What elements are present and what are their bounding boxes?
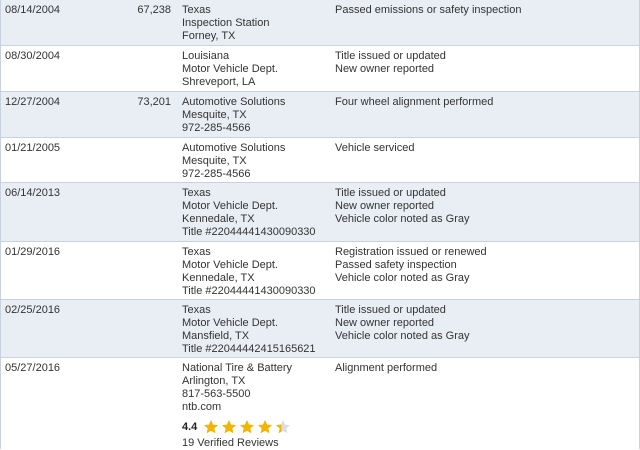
- record-date: 05/27/2016: [5, 362, 61, 374]
- record-date: 08/14/2004: [5, 4, 61, 16]
- source-line: 817-563-5500: [182, 388, 251, 400]
- star-icon: [275, 419, 291, 435]
- source-line: Motor Vehicle Dept.: [182, 63, 278, 75]
- source-line: Motor Vehicle Dept.: [182, 317, 278, 329]
- history-row: [1, 138, 639, 183]
- detail-line: Title issued or updated: [335, 187, 446, 199]
- record-date: 01/21/2005: [5, 142, 61, 154]
- history-row: [1, 46, 639, 92]
- record-source: [182, 50, 278, 89]
- star-icon: [203, 419, 219, 435]
- record-date: 12/27/2004: [5, 96, 61, 108]
- source-line: Texas: [182, 304, 211, 316]
- detail-line: Passed emissions or safety inspection: [335, 4, 522, 16]
- record-details: [335, 187, 470, 226]
- shop-rating[interactable]: [182, 418, 292, 436]
- detail-line: New owner reported: [335, 317, 435, 329]
- source-line: Mesquite, TX: [182, 155, 247, 167]
- history-row: [1, 358, 639, 449]
- record-source: [182, 246, 316, 298]
- star-icon: [221, 419, 237, 435]
- source-line: Title #22044441430090330: [182, 285, 316, 297]
- source-line: Texas: [182, 246, 211, 258]
- history-row: [1, 92, 639, 138]
- detail-line: Alignment performed: [335, 362, 438, 374]
- source-line: Mansfield, TX: [182, 330, 250, 342]
- source-line: Shreveport, LA: [182, 76, 256, 88]
- source-line: Forney, TX: [182, 30, 236, 42]
- record-details: [335, 4, 521, 17]
- record-date: 08/30/2004: [5, 50, 61, 62]
- detail-line: New owner reported: [335, 200, 435, 212]
- record-date: 01/29/2016: [5, 246, 61, 258]
- source-line: ntb.com: [182, 401, 222, 413]
- source-line: Title #22044441430090330: [182, 226, 316, 238]
- record-details: [335, 50, 446, 76]
- source-line: Title #22044442415165621: [182, 343, 316, 355]
- star-icon: [239, 419, 255, 435]
- history-row: [1, 0, 639, 46]
- detail-line: Vehicle color noted as Gray: [335, 213, 470, 225]
- detail-line: Vehicle color noted as Gray: [335, 272, 470, 284]
- detail-line: Passed safety inspection: [335, 259, 457, 271]
- record-source: [182, 142, 285, 181]
- source-line: Texas: [182, 187, 211, 199]
- record-details: [335, 246, 487, 285]
- star-icon: [257, 419, 273, 435]
- record-source: [182, 96, 285, 135]
- source-line: Mesquite, TX: [182, 109, 247, 121]
- source-line: Kennedale, TX: [182, 272, 255, 284]
- record-date: 06/14/2013: [5, 187, 61, 199]
- record-source: [182, 304, 316, 356]
- detail-line: Vehicle serviced: [335, 142, 415, 154]
- verified-reviews-link[interactable]: 19 Verified Reviews: [182, 437, 279, 449]
- record-details: [335, 96, 493, 109]
- history-row: [1, 242, 639, 300]
- detail-line: Four wheel alignment performed: [335, 96, 494, 108]
- source-line: 972-285-4566: [182, 168, 251, 180]
- history-row: [1, 183, 639, 242]
- source-line: Automotive Solutions: [182, 142, 286, 154]
- detail-line: Title issued or updated: [335, 304, 446, 316]
- source-line: Automotive Solutions: [182, 96, 286, 108]
- source-line: Texas: [182, 4, 211, 16]
- detail-line: Title issued or updated: [335, 50, 446, 62]
- source-line: Motor Vehicle Dept.: [182, 259, 278, 271]
- source-line: 972-285-4566: [182, 122, 251, 134]
- record-details: [335, 362, 437, 375]
- record-source: [182, 4, 269, 43]
- source-line: Kennedale, TX: [182, 213, 255, 225]
- source-line: Louisiana: [182, 50, 230, 62]
- rating-score: 4.4: [182, 420, 198, 433]
- record-odometer: 67,238: [137, 4, 171, 16]
- source-line: National Tire & Battery: [182, 362, 293, 374]
- record-source: [182, 362, 292, 450]
- record-source: [182, 187, 316, 239]
- record-details: [335, 142, 415, 155]
- record-date: 02/25/2016: [5, 304, 61, 316]
- source-line: Arlington, TX: [182, 375, 246, 387]
- detail-line: New owner reported: [335, 63, 435, 75]
- detail-line: Vehicle color noted as Gray: [335, 330, 470, 342]
- history-row: [1, 300, 639, 358]
- rating-stars: [203, 419, 291, 435]
- record-details: [335, 304, 470, 343]
- record-odometer: 73,201: [137, 96, 171, 108]
- source-line: Inspection Station: [182, 17, 270, 29]
- detail-line: Registration issued or renewed: [335, 246, 487, 258]
- source-line: Motor Vehicle Dept.: [182, 200, 278, 212]
